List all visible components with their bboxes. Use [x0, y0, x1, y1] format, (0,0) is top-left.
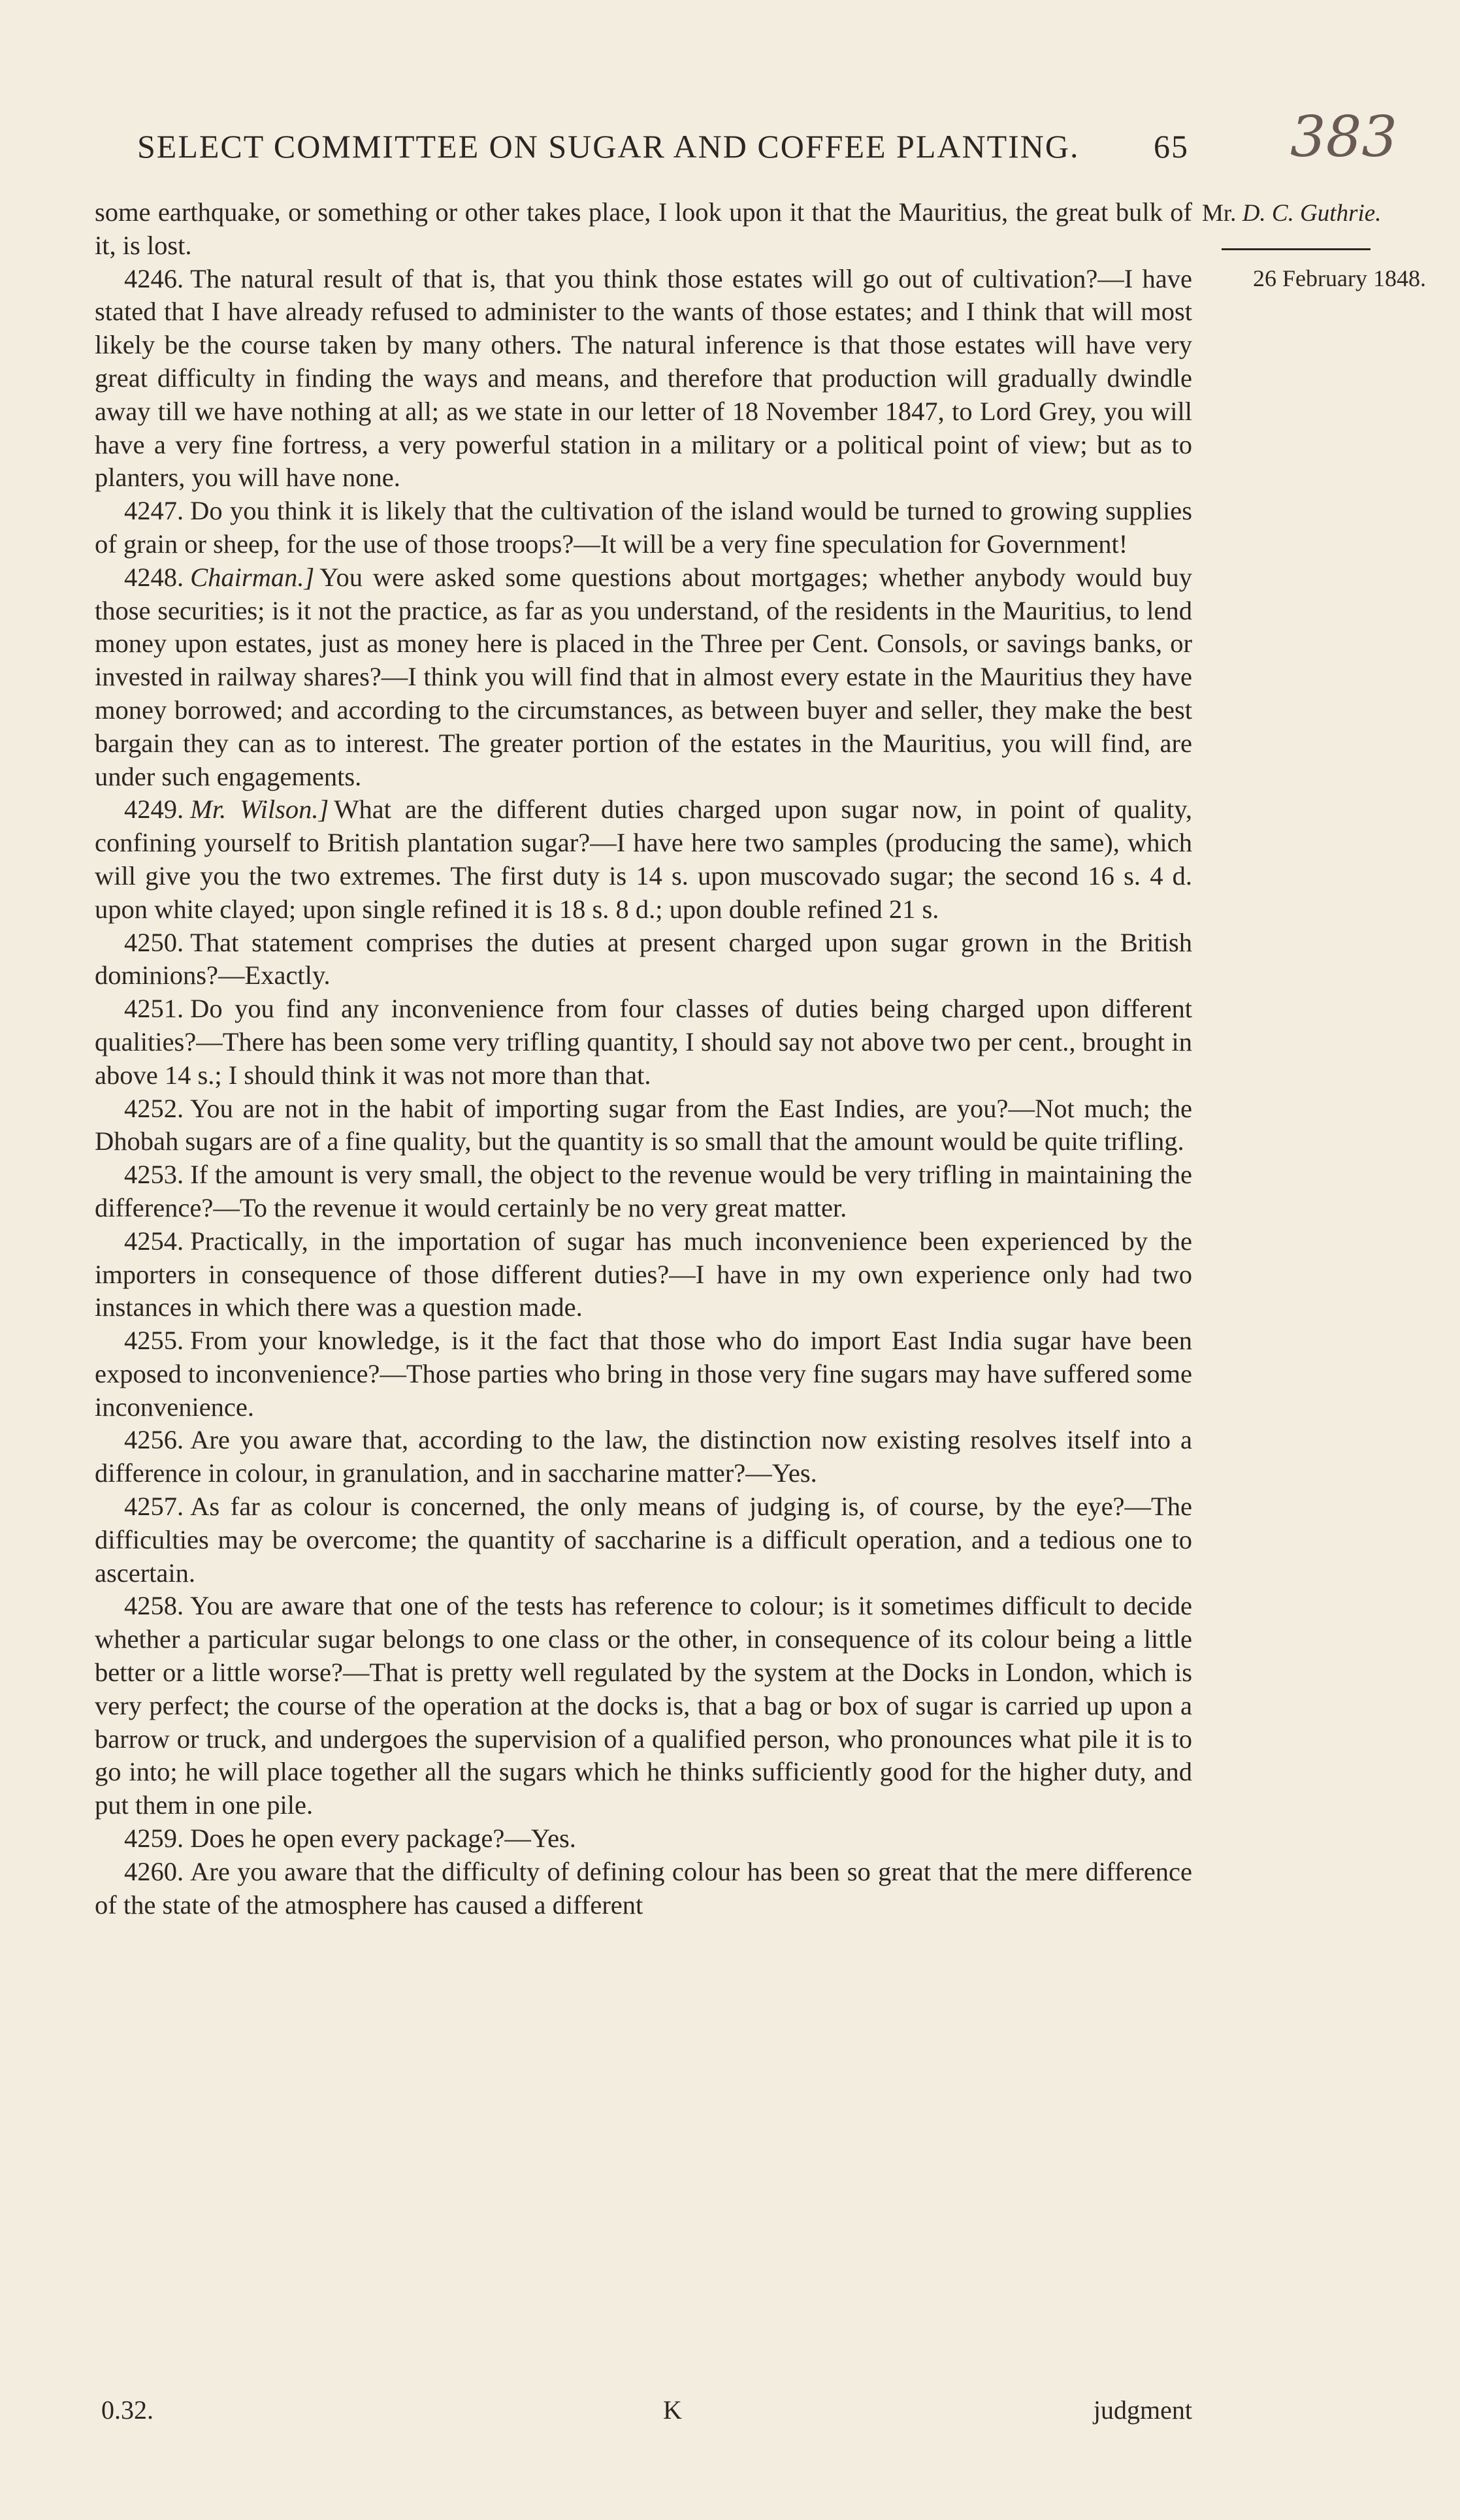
margin-date: 26 February 1848.: [1253, 265, 1426, 291]
margin-name-text: D. C. Guthrie.: [1242, 200, 1382, 227]
paragraph-text: If the amount is very small, the object to the revenue would be very trifling in maintaining the difference?—To the revenue it would certainly be no very great matter.: [95, 1160, 1192, 1222]
testimony-paragraph: [95, 263, 1192, 495]
margin-divider: [1222, 248, 1371, 250]
question-number: 4248.: [124, 562, 184, 592]
paragraph-text: Do you find any inconvenience from four classes of duties being charged upon different qualities?—There has been some very trifling quantity, I should say not above two per cent., brought in above 14 s.; I should think it was not more than that.: [95, 994, 1192, 1090]
paragraph-text: The natural result of that is, that you think those estates will go out of cultivation?—I have stated that I have already refused to administer to the wants of those estates; and I think that will most likely be the course taken by many others. The natural inference is that those estates will have very great difficulty in finding the ways and means, and therefore that production will gradually dwindle away till we have nothing at all; as we state in our letter of 18 November 1847, to Lord Grey, you will have a very fine fortress, a very powerful station in a military or a political point of view; but as to planters, you will have none.: [95, 263, 1192, 493]
header-title: SELECT COMMITTEE ON SUGAR AND COFFEE PLANTING.: [137, 128, 1080, 165]
testimony-paragraph: [95, 1590, 1192, 1822]
question-number: 4256.: [124, 1425, 184, 1455]
testimony-paragraph: [95, 992, 1192, 1092]
page-footer: [95, 2395, 1192, 2434]
paragraph-text: Does he open every package?—Yes.: [190, 1824, 576, 1854]
question-number: 4253.: [124, 1160, 184, 1190]
testimony-paragraph: [95, 495, 1192, 561]
testimony-paragraph: [95, 1424, 1192, 1490]
testimony-paragraph: [95, 1158, 1192, 1225]
testimony-paragraph: [95, 1092, 1192, 1159]
question-number: 4249.: [124, 794, 184, 825]
question-number: 4251.: [124, 994, 184, 1024]
testimony-paragraph: [95, 196, 1192, 263]
header-page-number: 65: [1154, 128, 1189, 165]
paragraph-text: That statement comprises the duties at present charged upon sugar grown in the British dominions?—Exactly.: [95, 927, 1192, 990]
testimony-body: [95, 196, 1192, 1922]
paragraph-text: Do you think it is likely that the cultivation of the island would be turned to growing supplies of grain or sheep, for the use of those troops?—It will be a very fine speculation for Government!: [95, 496, 1192, 559]
speaker-name: Chairman.]: [190, 562, 315, 592]
testimony-paragraph: [95, 1822, 1192, 1856]
paragraph-text: You are aware that one of the tests has reference to colour; is it sometimes difficult to decide whether a particular sugar belongs to one class or the other, in consequence of its colour being a little better or a little worse?—That is pretty well regulated by the system at the Docks in London, which is very perfect; the course of the operation at the docks is, that a bag or box of sugar is carried up upon a barrow or truck, and undergoes the supervision of a qualified person, who pronounces what pile it is to go into; he will place together all the sugars which he thinks sufficiently good for the higher duty, and put them in one pile.: [95, 1591, 1192, 1820]
paragraph-text: You are not in the habit of importing sugar from the East Indies, are you?—Not much; the Dhobah sugars are of a fine quality, but the quantity is so small that the amount would be quite trifling.: [95, 1093, 1192, 1156]
paragraph-text: You were asked some questions about mortgages; whether anybody would buy those securities; is it not the practice, as far as you understand, of the residents in the Mauritius, to lend money upon estates, just as money here is placed in the Three per Cent. Consols, or savings banks, or invested in railway shares?—I think you will find that in almost every estate in the Mauritius they have money borrowed; and according to the circumstances, as between buyer and seller, they make the best bargain they can as to interest. The greater portion of the estates in the Mauritius, you will find, are under such engagements.: [95, 562, 1192, 791]
speaker-name: Mr. Wilson.]: [190, 794, 329, 825]
margin-witness-name: [1202, 199, 1381, 227]
paragraph-text: What are the different duties charged upon sugar now, in point of quality, confining yourself to British plantation sugar?—I have here two samples (producing the same), which will give you the two extremes. The first duty is 14 s. upon muscovado sugar; the second 16 s. 4 d. upon white clayed; upon single refined it is 18 s. 8 d.; upon double refined 21 s.: [95, 794, 1192, 924]
paragraph-text: some earthquake, or something or other takes place, I look upon it that the Mauritius, the great bulk of it, is lost.: [95, 197, 1192, 260]
paragraph-text: Are you aware that the difficulty of defining colour has been so great that the mere difference of the state of the atmosphere has caused a different: [95, 1856, 1192, 1920]
testimony-paragraph: [95, 1856, 1192, 1922]
paragraph-text: Practically, in the importation of sugar has much inconvenience been experienced by the importers in consequence of those different duties?—I have in my own experience only had two instances in which there was a question made.: [95, 1226, 1192, 1322]
question-number: 4259.: [124, 1824, 184, 1854]
paragraph-text: Are you aware that, according to the law, the distinction now existing resolves itself into a difference in colour, in granulation, and in saccharine matter?—Yes.: [95, 1425, 1192, 1488]
margin-name-prefix: Mr.: [1202, 200, 1237, 227]
question-number: 4247.: [124, 496, 184, 526]
question-number: 4246.: [124, 263, 184, 293]
question-number: 4257.: [124, 1492, 184, 1522]
paragraph-text: From your knowledge, is it the fact that those who do import East India sugar have been exposed to inconvenience?—Those parties who bring in those very fine sugars may have suffered some inconvenience.: [95, 1326, 1192, 1422]
question-number: 4250.: [124, 927, 184, 957]
testimony-paragraph: [95, 1225, 1192, 1324]
question-number: 4260.: [124, 1856, 184, 1886]
testimony-paragraph: [95, 926, 1192, 993]
footer-signature-mark: 0.32.: [101, 2395, 154, 2425]
testimony-paragraph: [95, 561, 1192, 794]
question-number: 4252.: [124, 1093, 184, 1123]
question-number: 4255.: [124, 1326, 184, 1356]
footer-catchword: judgment: [1093, 2395, 1192, 2425]
paragraph-text: As far as colour is concerned, the only means of judging is, of course, by the eye?—The difficulties may be overcome; the quantity of saccharine is a difficult operation, and a tedious one to ascertain.: [95, 1492, 1192, 1588]
testimony-paragraph: [95, 793, 1192, 926]
question-number: 4258.: [124, 1591, 184, 1621]
footer-sheet-letter: K: [663, 2395, 682, 2425]
testimony-paragraph: [95, 1324, 1192, 1424]
handwritten-folio-number: 383: [1290, 105, 1398, 170]
testimony-paragraph: [95, 1490, 1192, 1590]
question-number: 4254.: [124, 1226, 184, 1256]
running-header: [137, 127, 1189, 165]
